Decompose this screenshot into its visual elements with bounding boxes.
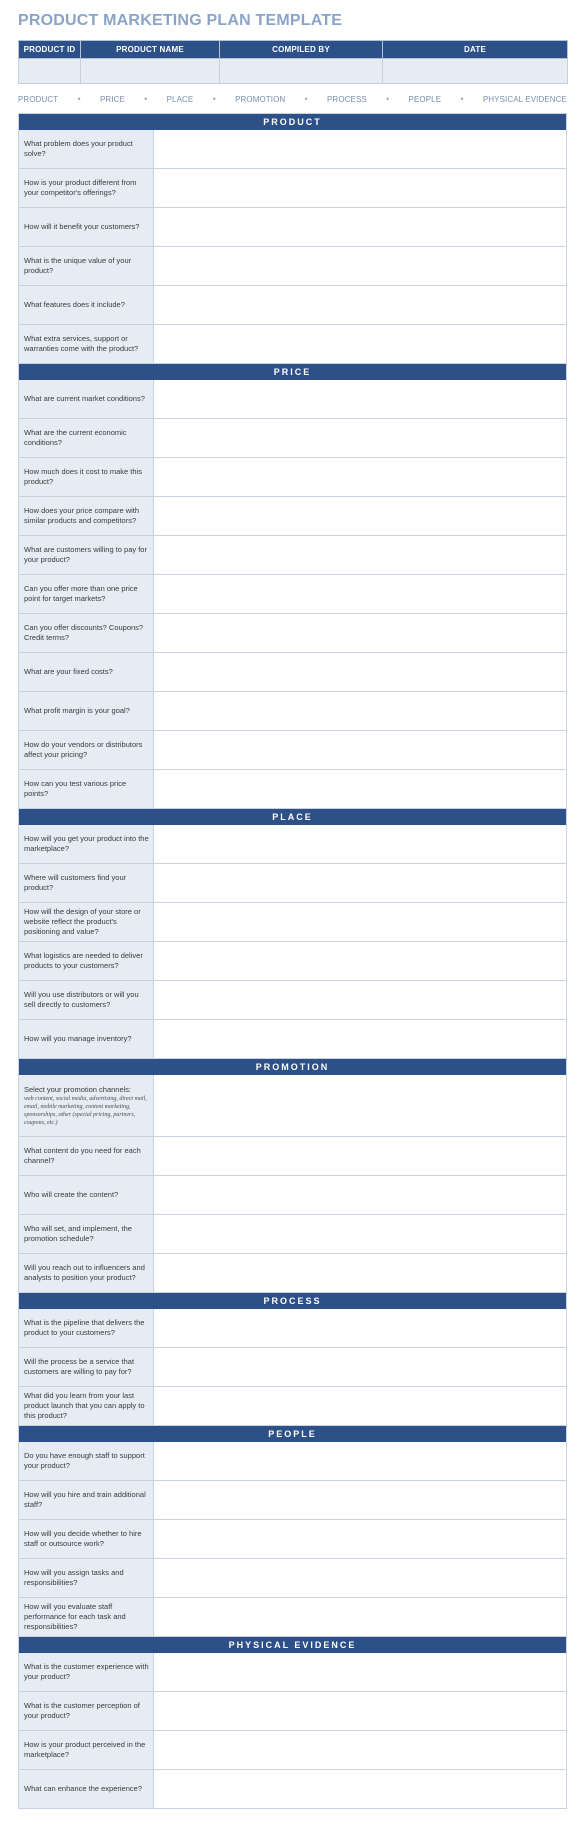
question-row xyxy=(19,1481,566,1520)
question-label: What extra services, support or warranties come with the product? xyxy=(19,325,154,363)
question-row xyxy=(19,1075,566,1137)
answer-field[interactable] xyxy=(154,692,566,730)
product-id-header: PRODUCT ID xyxy=(19,41,81,59)
question-label: Who will set, and implement, the promotion schedule? xyxy=(19,1215,154,1253)
question-row xyxy=(19,692,566,731)
element-product: PRODUCT xyxy=(18,94,59,104)
question-row xyxy=(19,1731,566,1770)
section-header-physical-evidence: PHYSICAL EVIDENCE xyxy=(19,1637,566,1653)
section-product xyxy=(18,114,567,364)
answer-field[interactable] xyxy=(154,169,566,207)
product-info-table xyxy=(18,40,568,84)
section-header-price: PRICE xyxy=(19,364,566,380)
question-row xyxy=(19,380,566,419)
answer-field[interactable] xyxy=(154,1559,566,1597)
section-header-promotion: PROMOTION xyxy=(19,1059,566,1075)
question-row xyxy=(19,1020,566,1059)
question-label: How will you manage inventory? xyxy=(19,1020,154,1058)
product-name-field[interactable] xyxy=(81,59,220,84)
answer-field[interactable] xyxy=(154,825,566,863)
question-row xyxy=(19,1653,566,1692)
question-row xyxy=(19,1692,566,1731)
question-label xyxy=(19,1075,154,1136)
question-label: How do your vendors or distributors affect your pricing? xyxy=(19,731,154,769)
section-promotion xyxy=(18,1059,567,1293)
answer-field[interactable] xyxy=(154,614,566,652)
section-place xyxy=(18,809,567,1059)
answer-field[interactable] xyxy=(154,380,566,418)
answer-field[interactable] xyxy=(154,981,566,1019)
question-label: What can enhance the experience? xyxy=(19,1770,154,1808)
question-row xyxy=(19,1770,566,1809)
question-row xyxy=(19,770,566,809)
question-label: What are current market conditions? xyxy=(19,380,154,418)
product-id-field[interactable] xyxy=(19,59,81,84)
question-row xyxy=(19,825,566,864)
question-row xyxy=(19,1348,566,1387)
section-header-place: PLACE xyxy=(19,809,566,825)
question-label: How will you assign tasks and responsibilities? xyxy=(19,1559,154,1597)
answer-field[interactable] xyxy=(154,1598,566,1636)
answer-field[interactable] xyxy=(154,1442,566,1480)
question-label: Where will customers find your product? xyxy=(19,864,154,902)
question-label: What is the unique value of your product? xyxy=(19,247,154,285)
answer-field[interactable] xyxy=(154,1481,566,1519)
answer-field[interactable] xyxy=(154,536,566,574)
product-info-value-row xyxy=(19,59,568,84)
answer-field[interactable] xyxy=(154,942,566,980)
date-field[interactable] xyxy=(383,59,568,84)
question-label: How does your price compare with similar products and competitors? xyxy=(19,497,154,535)
promotion-channels-question: Select your promotion channels: xyxy=(24,1084,132,1094)
separator-dot: • xyxy=(460,94,464,104)
answer-field[interactable] xyxy=(154,1731,566,1769)
promotion-channel-examples: web content, social media, advertising, direct mail, email, mobile marketing, content marketing, sponsorships, other (special pricing, partners, coupons, etc.) xyxy=(24,1095,147,1126)
question-label: What is the customer perception of your product? xyxy=(19,1692,154,1730)
answer-field[interactable] xyxy=(154,130,566,168)
question-row xyxy=(19,247,566,286)
question-label: Can you offer more than one price point for target markets? xyxy=(19,575,154,613)
answer-field[interactable] xyxy=(154,325,566,363)
separator-dot: • xyxy=(386,94,390,104)
answer-field[interactable] xyxy=(154,458,566,496)
question-row xyxy=(19,1309,566,1348)
question-row xyxy=(19,536,566,575)
question-label: How is your product perceived in the marketplace? xyxy=(19,1731,154,1769)
answer-field[interactable] xyxy=(154,1254,566,1292)
question-label: Can you offer discounts? Coupons? Credit terms? xyxy=(19,614,154,652)
answer-field[interactable] xyxy=(154,1387,566,1425)
question-label: What problem does your product solve? xyxy=(19,130,154,168)
separator-dot: • xyxy=(212,94,216,104)
question-row xyxy=(19,942,566,981)
question-label: What did you learn from your last product launch that you can apply to this product? xyxy=(19,1387,154,1425)
element-place: PLACE xyxy=(166,94,194,104)
answer-field[interactable] xyxy=(154,208,566,246)
answer-field[interactable] xyxy=(154,1075,566,1136)
question-label: What are the current economic conditions? xyxy=(19,419,154,457)
separator-dot: • xyxy=(144,94,148,104)
question-label: How will you get your product into the marketplace? xyxy=(19,825,154,863)
answer-field[interactable] xyxy=(154,247,566,285)
question-row xyxy=(19,575,566,614)
answer-field[interactable] xyxy=(154,770,566,808)
marketing-mix-elements xyxy=(18,89,567,109)
question-row xyxy=(19,1215,566,1254)
question-row xyxy=(19,731,566,770)
question-label: What profit margin is your goal? xyxy=(19,692,154,730)
answer-field[interactable] xyxy=(154,1653,566,1691)
question-label: How much does it cost to make this product? xyxy=(19,458,154,496)
answer-field[interactable] xyxy=(154,864,566,902)
question-row xyxy=(19,653,566,692)
answer-field[interactable] xyxy=(154,731,566,769)
question-row xyxy=(19,419,566,458)
section-people xyxy=(18,1426,567,1637)
section-process xyxy=(18,1293,567,1426)
question-label: How can you test various price points? xyxy=(19,770,154,808)
question-row xyxy=(19,1137,566,1176)
question-label: Will the process be a service that customers are willing to pay for? xyxy=(19,1348,154,1386)
separator-dot: • xyxy=(77,94,81,104)
separator-dot: • xyxy=(304,94,308,104)
question-row xyxy=(19,981,566,1020)
question-label: Who will create the content? xyxy=(19,1176,154,1214)
question-label: What is the customer experience with your product? xyxy=(19,1653,154,1691)
answer-field[interactable] xyxy=(154,1770,566,1808)
section-header-process: PROCESS xyxy=(19,1293,566,1309)
compiled-by-header: COMPILED BY xyxy=(220,41,383,59)
answer-field[interactable] xyxy=(154,1348,566,1386)
question-label: How will you evaluate staff performance for each task and responsibilities? xyxy=(19,1598,154,1636)
section-header-people: PEOPLE xyxy=(19,1426,566,1442)
element-price: PRICE xyxy=(99,94,125,104)
element-promotion: PROMOTION xyxy=(235,94,286,104)
question-row xyxy=(19,130,566,169)
question-row xyxy=(19,1520,566,1559)
question-label: What features does it include? xyxy=(19,286,154,324)
answer-field[interactable] xyxy=(154,1215,566,1253)
section-price xyxy=(18,364,567,809)
question-label: Do you have enough staff to support your product? xyxy=(19,1442,154,1480)
question-label: Will you use distributors or will you sell directly to customers? xyxy=(19,981,154,1019)
question-row xyxy=(19,903,566,942)
question-row xyxy=(19,458,566,497)
question-label: What are your fixed costs? xyxy=(19,653,154,691)
question-row xyxy=(19,1559,566,1598)
question-row xyxy=(19,1254,566,1293)
question-row xyxy=(19,169,566,208)
question-row xyxy=(19,864,566,903)
section-physical-evidence xyxy=(18,1637,567,1809)
question-label: What are customers willing to pay for your product? xyxy=(19,536,154,574)
date-header: DATE xyxy=(383,41,568,59)
answer-field[interactable] xyxy=(154,1309,566,1347)
answer-field[interactable] xyxy=(154,575,566,613)
question-row xyxy=(19,325,566,364)
question-row xyxy=(19,1598,566,1637)
answer-field[interactable] xyxy=(154,653,566,691)
answer-field[interactable] xyxy=(154,497,566,535)
question-label: What is the pipeline that delivers the product to your customers? xyxy=(19,1309,154,1347)
compiled-by-field[interactable] xyxy=(220,59,383,84)
question-label: How will you decide whether to hire staff or outsource work? xyxy=(19,1520,154,1558)
question-row xyxy=(19,614,566,653)
question-label: How is your product different from your competitor's offerings? xyxy=(19,169,154,207)
answer-field[interactable] xyxy=(154,419,566,457)
element-people: PEOPLE xyxy=(408,94,442,104)
element-process: PROCESS xyxy=(327,94,367,104)
question-label: How will the design of your store or website reflect the product's positioning and value? xyxy=(19,903,154,941)
answer-field[interactable] xyxy=(154,1176,566,1214)
question-row xyxy=(19,208,566,247)
question-row xyxy=(19,497,566,536)
question-label: How will it benefit your customers? xyxy=(19,208,154,246)
question-label: How will you hire and train additional staff? xyxy=(19,1481,154,1519)
question-row xyxy=(19,1442,566,1481)
product-name-header: PRODUCT NAME xyxy=(81,41,220,59)
answer-field[interactable] xyxy=(154,1520,566,1558)
answer-field[interactable] xyxy=(154,903,566,941)
answer-field[interactable] xyxy=(154,286,566,324)
question-label: What content do you need for each channel? xyxy=(19,1137,154,1175)
answer-field[interactable] xyxy=(154,1692,566,1730)
question-row xyxy=(19,1387,566,1426)
element-physical-evidence: PHYSICAL EVIDENCE xyxy=(482,94,567,104)
answer-field[interactable] xyxy=(154,1137,566,1175)
answer-field[interactable] xyxy=(154,1020,566,1058)
question-label: What logistics are needed to deliver products to your customers? xyxy=(19,942,154,980)
section-header-product: PRODUCT xyxy=(19,114,566,130)
question-row xyxy=(19,1176,566,1215)
question-label: Will you reach out to influencers and analysts to position your product? xyxy=(19,1254,154,1292)
question-row xyxy=(19,286,566,325)
product-info-header-row xyxy=(19,41,568,59)
page-title: PRODUCT MARKETING PLAN TEMPLATE xyxy=(18,12,343,29)
